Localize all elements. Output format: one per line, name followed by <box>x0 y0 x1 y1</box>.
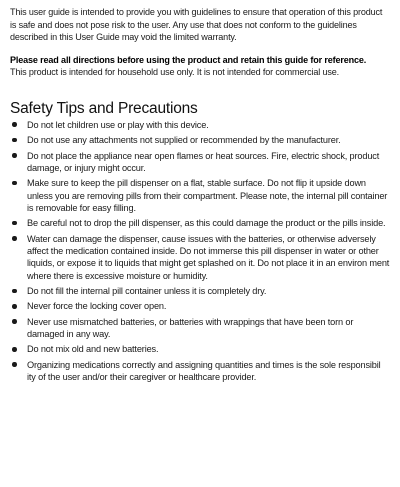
safety-tip-text: Organizing medications correctly and assigning quantities and times is the sole responsibil ity of the user and/or their caregiver or healthcare provider. <box>27 359 381 383</box>
safety-tip <box>10 343 390 355</box>
bullet-icon <box>12 236 17 241</box>
intro-paragraph: This user guide is intended to provide you with guidelines to ensure that operation of this product is safe and does not pose risk to the user. Any use that does not conform to the guidelines described in this User Guide may void the limited warranty. <box>10 7 383 43</box>
safety-tip-text: Make sure to keep the pill dispenser on a flat, stable surface. Do not flip it upside down unless you are removing pills from their compartment. Please note, the internal pill container is removable for easy filling. <box>27 178 388 214</box>
bullet-icon <box>12 122 17 127</box>
safety-tip <box>10 150 390 175</box>
safety-tip-text: Do not place the appliance near open flames or heat sources. Fire, electric shock, product damage, or injury might occur. <box>27 150 380 173</box>
safety-tip <box>10 177 390 214</box>
safety-tip <box>10 300 390 312</box>
safety-tip <box>10 119 390 131</box>
bullet-icon <box>12 138 17 143</box>
safety-tip-text: Be careful not to drop the pill dispenser, as this could damage the product or the pills inside. <box>27 218 386 229</box>
bullet-icon <box>12 362 17 367</box>
safety-tip-text: Do not fill the internal pill container unless it is completely dry. <box>27 286 267 297</box>
safety-tips-list <box>10 119 390 384</box>
safety-tip <box>10 134 390 146</box>
read-directions-notice: Please read all directions before using the product and retain this guide for reference. <box>10 54 367 65</box>
bullet-icon <box>12 181 17 186</box>
bullet-icon <box>12 319 17 324</box>
safety-tip-text: Do not let children use or play with this device. <box>27 119 209 130</box>
safety-tip <box>10 217 390 229</box>
bullet-icon <box>12 153 17 158</box>
safety-tip <box>10 285 390 297</box>
safety-tip-text: Never force the locking cover open. <box>27 301 167 312</box>
bullet-icon <box>12 289 17 294</box>
bullet-icon <box>12 347 17 352</box>
bullet-icon <box>12 221 17 226</box>
household-use-notice: This product is intended for household use only. It is not intended for commercial use. <box>10 67 340 78</box>
safety-tip <box>10 316 390 341</box>
bullet-icon <box>12 304 17 309</box>
safety-tip <box>10 233 390 283</box>
safety-tip-text: Never use mismatched batteries, or batteries with wrappings that have been torn or damaged in any way. <box>27 316 354 340</box>
safety-tip <box>10 359 390 384</box>
safety-tip-text: Do not mix old and new batteries. <box>27 344 159 355</box>
safety-heading: Safety Tips and Precautions <box>10 99 198 117</box>
safety-tip-text: Water can damage the dispenser, cause issues with the batteries, or otherwise adversely affect the medication contained inside. Do not immerse this pill dispenser in water or other liquids, or expose it to liquids that might get splashed on it. Do not place it in an environ ment where there is excessive moisture or humidity. <box>27 233 390 281</box>
safety-tip-text: Do not use any attachments not supplied or recommended by the manufacturer. <box>27 135 341 146</box>
